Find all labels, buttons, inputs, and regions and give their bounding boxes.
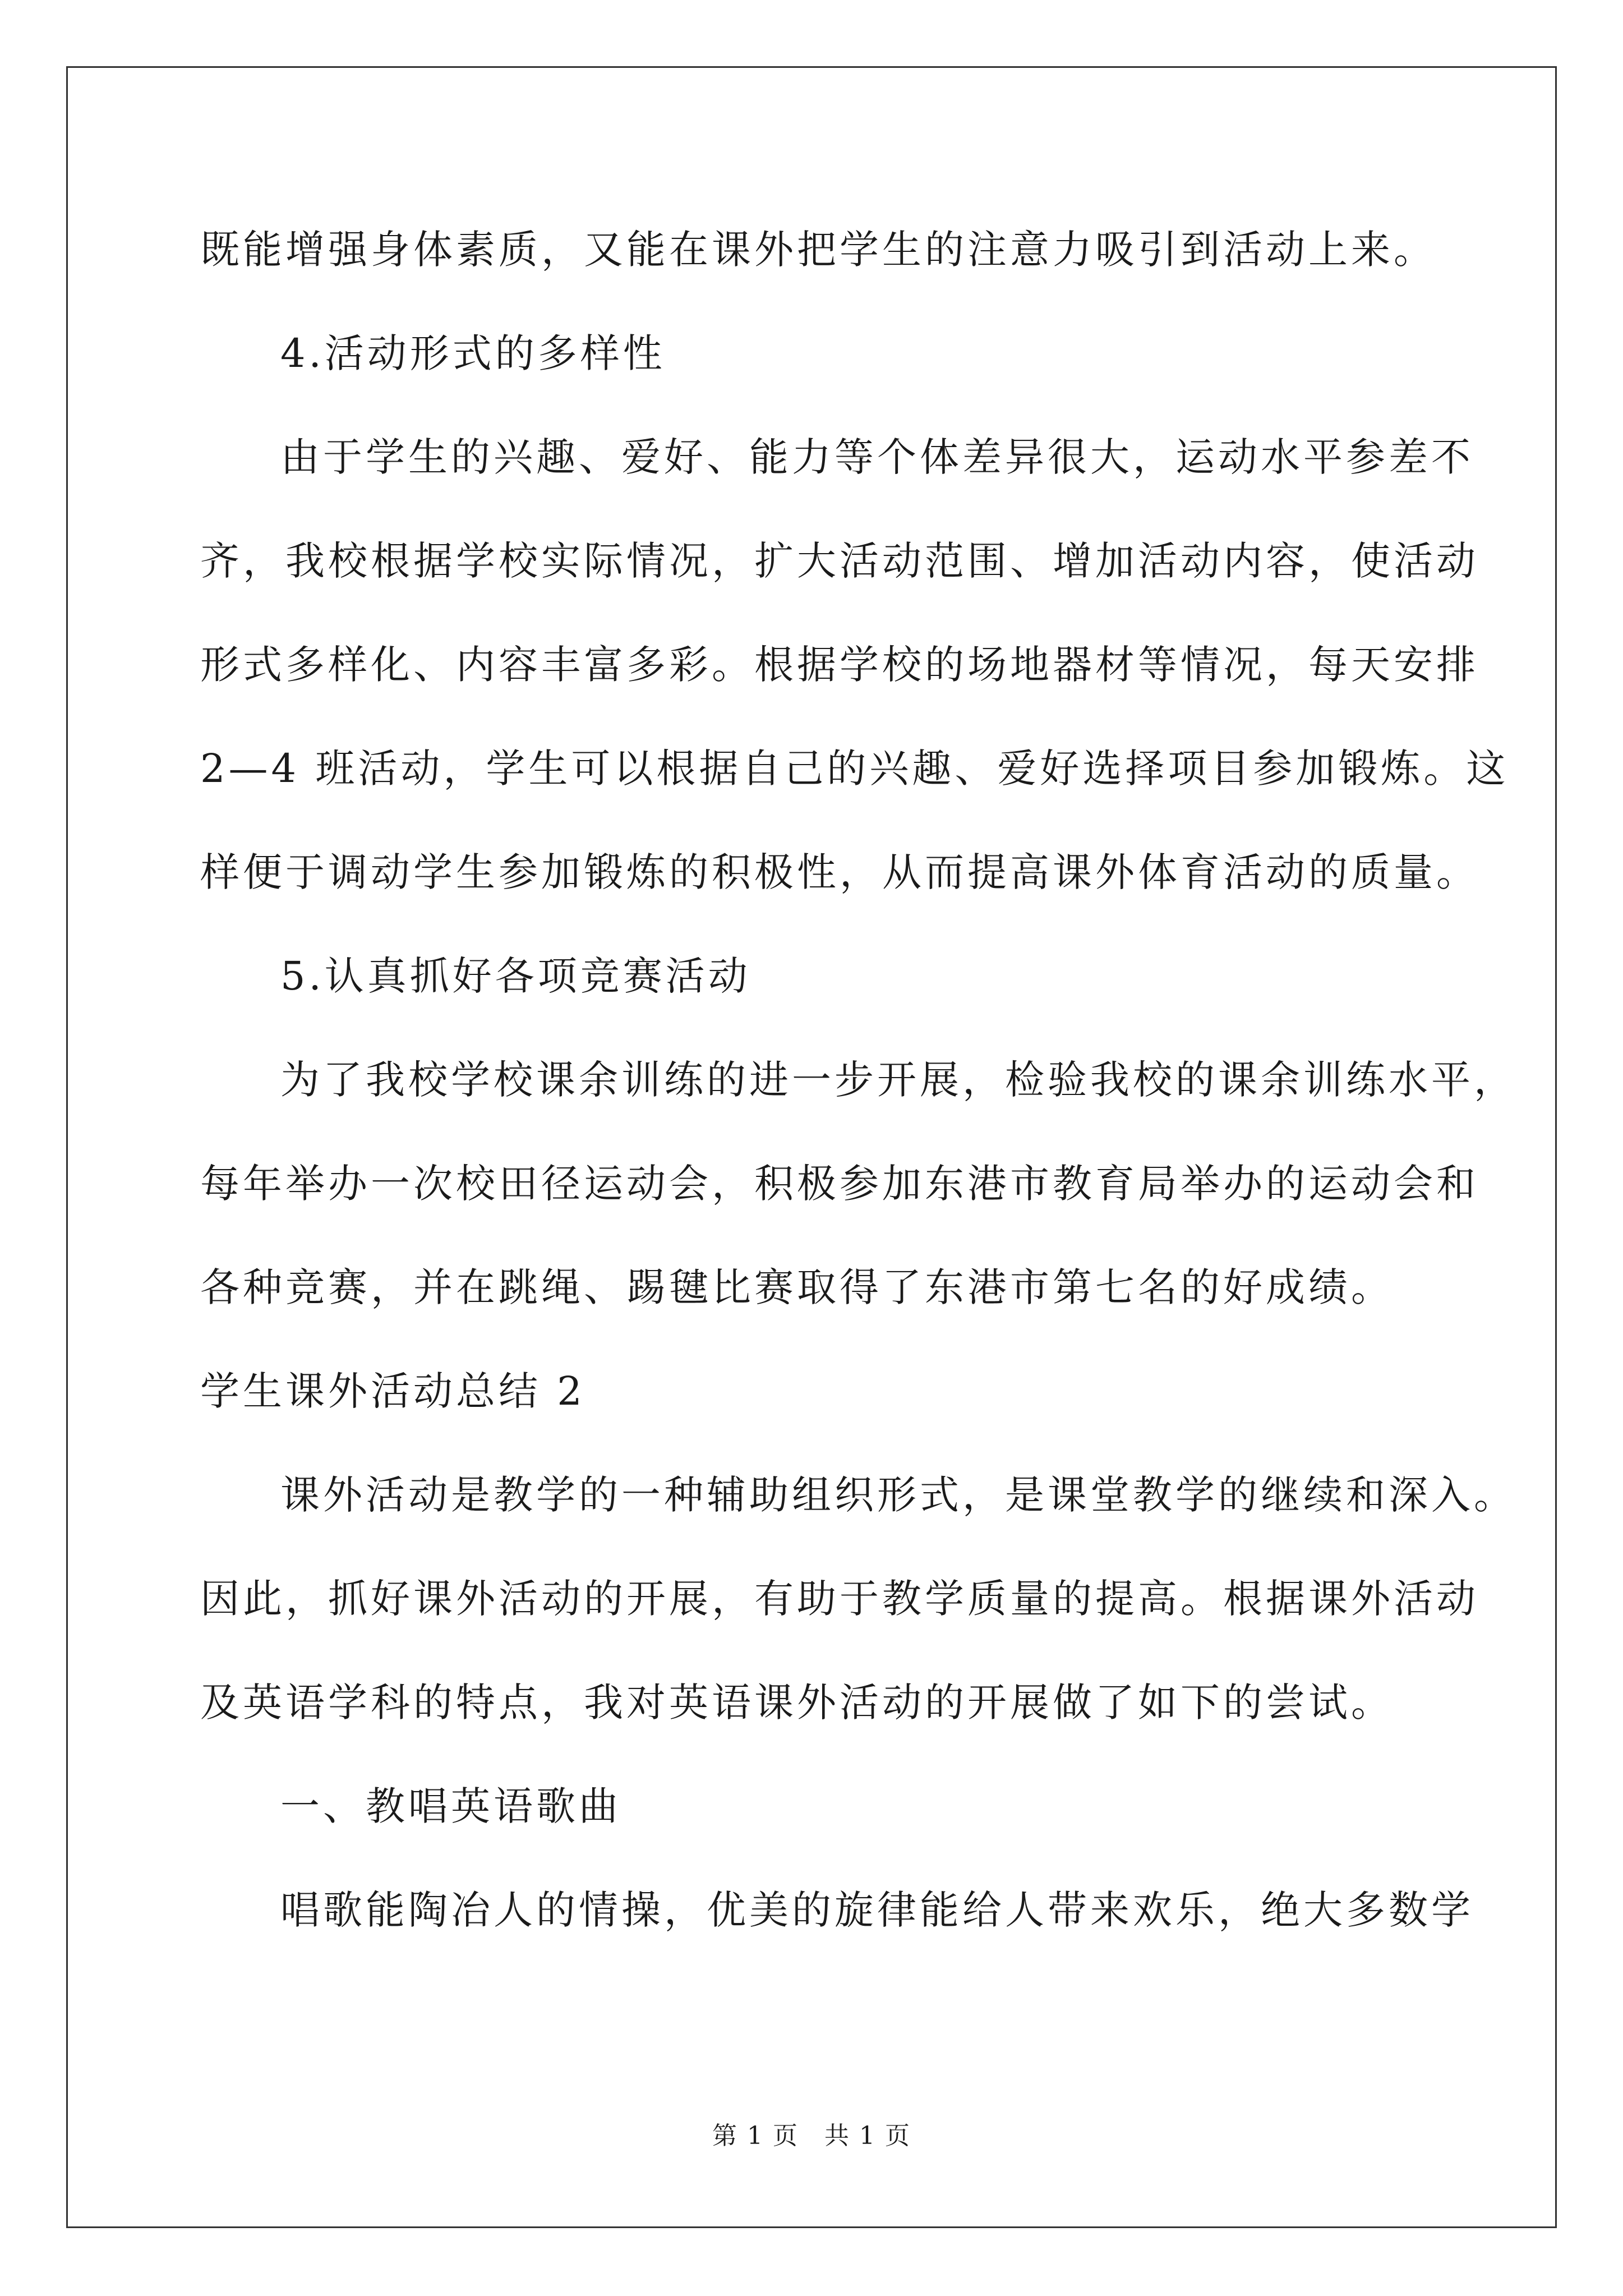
- text-line: 课外活动是教学的一种辅助组织形式，是课堂教学的继续和深入。: [280, 1472, 1516, 1518]
- page-footer: 第 1 页 共 1 页: [712, 2122, 911, 2150]
- text-line: 样便于调动学生参加锻炼的积极性，从而提高课外体育活动的质量。: [200, 849, 1479, 895]
- section-heading: 一、教唱英语歌曲: [280, 1783, 621, 1829]
- text-line: 形式多样化、内容丰富多彩。根据学校的场地器材等情况，每天安排: [200, 642, 1479, 688]
- document-subtitle: 学生课外活动总结 2: [200, 1368, 585, 1414]
- text-line: 因此，抓好课外活动的开展，有助于教学质量的提高。根据课外活动: [200, 1576, 1479, 1622]
- text-line: 各种竞赛，并在跳绳、踢毽比赛取得了东港市第七名的好成绩。: [200, 1264, 1394, 1310]
- text-line: 齐，我校根据学校实际情况，扩大活动范围、增加活动内容，使活动: [200, 538, 1479, 584]
- text-line: 既能增强身体素质，又能在课外把学生的注意力吸引到活动上来。: [200, 227, 1436, 273]
- text-line: 为了我校学校课余训练的进一步开展，检验我校的课余训练水平，: [280, 1057, 1516, 1103]
- section-heading: 5.认真抓好各项竞赛活动: [280, 953, 751, 999]
- text-line: 每年举办一次校田径运动会，积极参加东港市教育局举办的运动会和: [200, 1161, 1479, 1207]
- text-line: 及英语学科的特点，我对英语课外活动的开展做了如下的尝试。: [200, 1680, 1394, 1726]
- text-line: 唱歌能陶冶人的情操，优美的旋律能给人带来欢乐，绝大多数学: [280, 1887, 1474, 1933]
- section-heading: 4.活动形式的多样性: [280, 330, 666, 376]
- text-line: 由于学生的兴趣、爱好、能力等个体差异很大，运动水平参差不: [280, 434, 1474, 480]
- text-line: 2—4 班活动，学生可以根据自己的兴趣、爱好选择项目参加锻炼。这: [200, 746, 1509, 792]
